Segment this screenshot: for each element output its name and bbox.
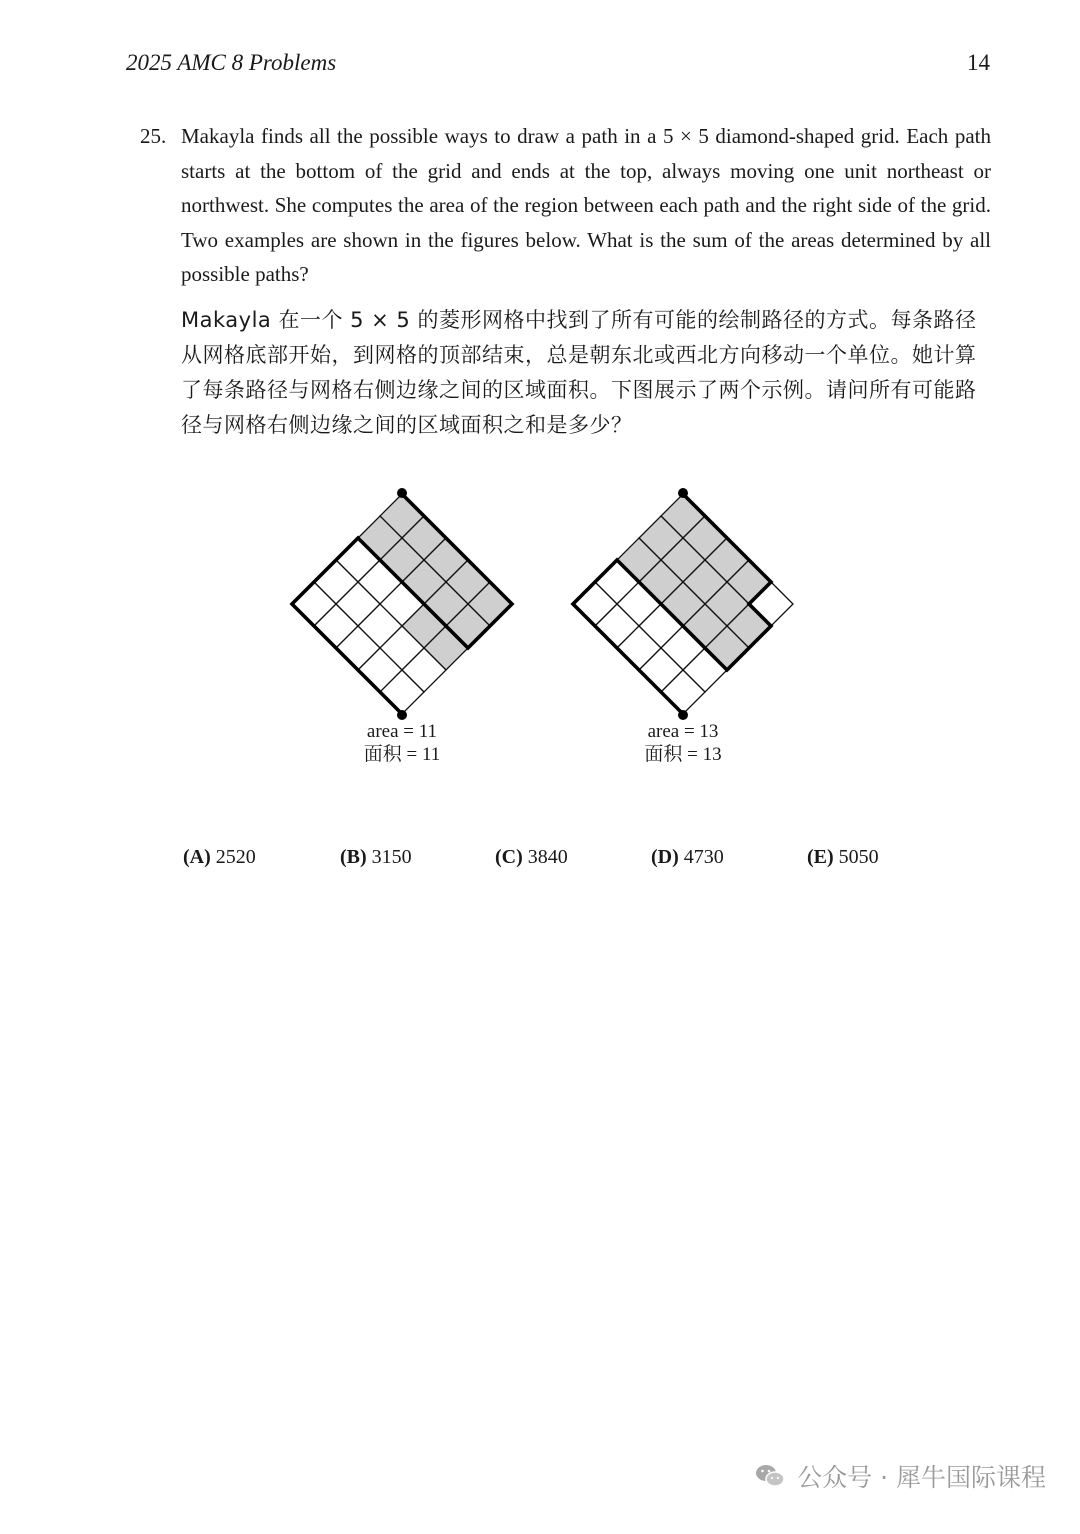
choice-value: 2520 [215, 846, 256, 868]
caption-zh-1: 面积 = 11 [363, 744, 441, 765]
diamond-grid-1 [286, 480, 518, 720]
path-start-dot [397, 710, 407, 720]
choice-b[interactable] [340, 846, 412, 869]
path-end-dot [678, 488, 688, 498]
choice-letter: (C) [495, 846, 523, 868]
choice-letter: (A) [183, 846, 211, 868]
problem-text-english: Makayla finds all the possible ways to draw a path in a 5 × 5 diamond-shaped grid. Each path starts at the bottom of the grid and ends at the top, always moving one unit northeast or northwest. She computes the area of the region between each path and the right side of the grid. Two examples are shown in the figures below. What is the sum of the areas determined by all possible paths? [181, 124, 991, 286]
watermark [755, 1458, 1046, 1494]
wechat-icon [755, 1463, 785, 1489]
choice-letter: (E) [807, 846, 834, 868]
problem-number: 25. [140, 124, 167, 148]
choice-value: 5050 [838, 846, 879, 868]
choice-letter: (B) [340, 846, 367, 868]
figure-example-1 [286, 480, 518, 766]
choice-e[interactable] [807, 846, 879, 869]
choice-value: 3840 [527, 846, 568, 868]
path-start-dot [678, 710, 688, 720]
choice-value: 3150 [371, 846, 412, 868]
choice-a[interactable] [183, 846, 256, 869]
path-end-dot [397, 488, 407, 498]
problem-text-chinese: Makayla 在一个 5 × 5 的菱形网格中找到了所有可能的绘制路径的方式。每条路径从网格底部开始，到网格的顶部结束，总是朝东北或西北方向移动一个单位。她计算了每条路径与网格右侧边缘之间的区域面积。下图展示了两个示例。请问所有可能路径与网格右侧边缘之间的区域面积之和是多少？ [181, 308, 977, 437]
choice-value: 4730 [683, 846, 724, 868]
caption-en-2: area = 13 [647, 721, 719, 742]
choice-c[interactable] [495, 846, 568, 869]
caption-en-1: area = 11 [366, 721, 438, 742]
page-number: 14 [967, 50, 990, 75]
page-title: 2025 AMC 8 Problems [126, 50, 337, 75]
diamond-grid-2 [567, 480, 799, 720]
figure-example-2 [567, 480, 799, 766]
caption-zh-2: 面积 = 13 [644, 744, 722, 765]
choice-d[interactable] [651, 846, 724, 869]
choice-letter: (D) [651, 846, 679, 868]
watermark-text: 公众号 · 犀牛国际课程 [797, 1463, 1046, 1492]
